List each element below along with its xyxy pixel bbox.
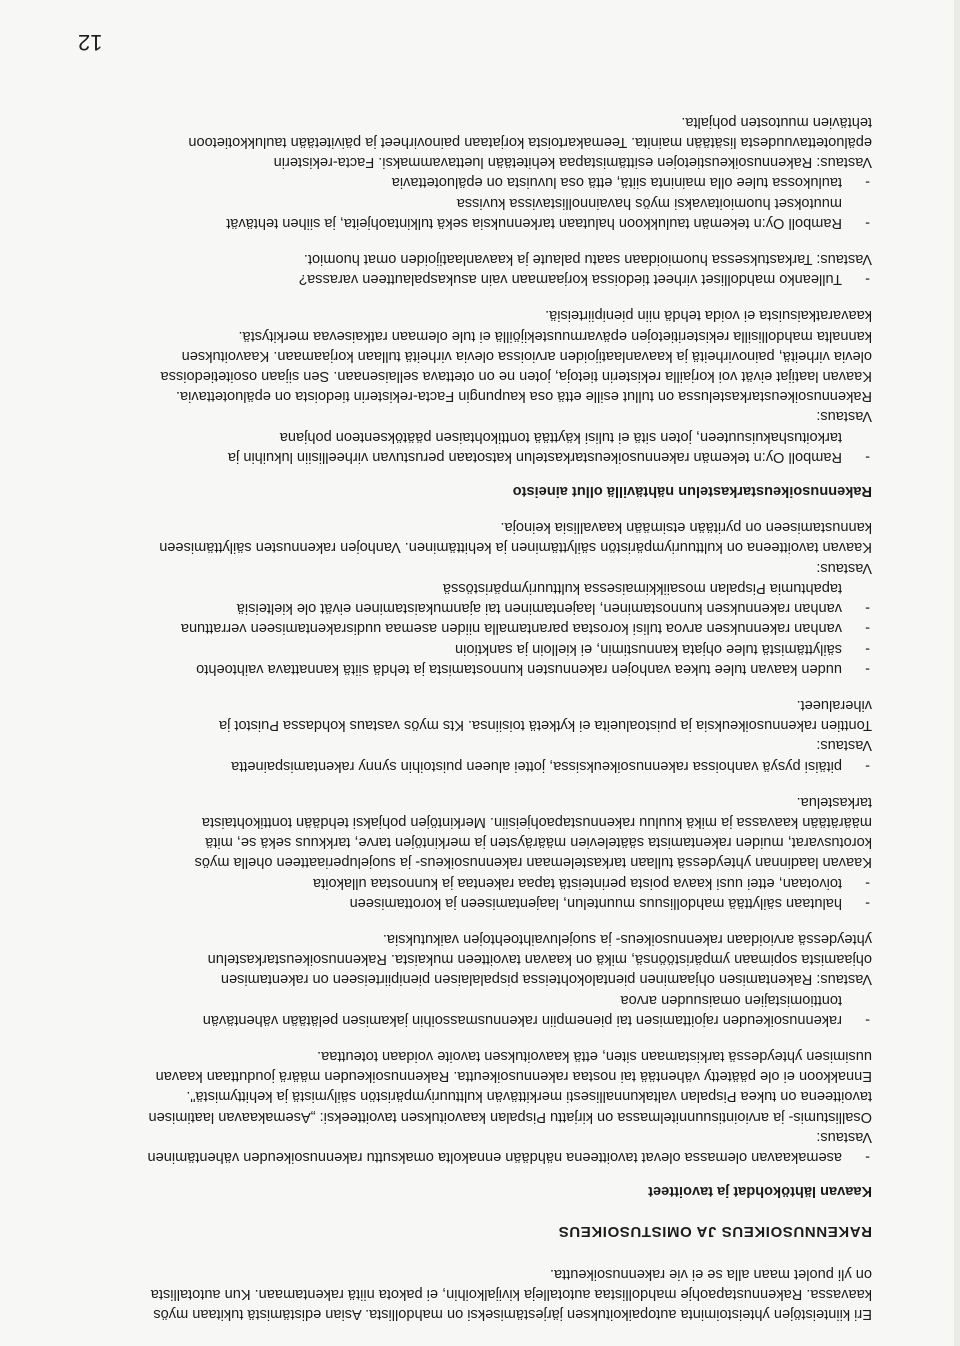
bullet-dash: -: [865, 894, 870, 911]
section-title: RAKENNUSOIKEUS JA OMISTUSOIKEUS: [558, 1223, 872, 1241]
answer-line: tavoitteena on tukea Pispalan valtakunnallisesti merkittävän kulttuuriympäristön säilymistä ja kehittymistä".: [186, 1088, 872, 1105]
bullet-item: [90, 989, 872, 1029]
page-content: [90, 96, 872, 1324]
answer-line: korotusvarat, muiden rakentamista säätelevien määräysten ja merkintöjen tarve, tarkkuus sekä se, mitä: [205, 834, 872, 851]
answer-label: Vastaus:: [816, 408, 872, 425]
scan-edge: [954, 0, 960, 1346]
text-line: on yli puolet maan alla se ei vie rakennusoikeutta.: [549, 1265, 872, 1282]
bullet-text: säilyttämistä tulee ohjata kannustimin, ei kielloin ja sanktioin: [455, 640, 842, 657]
bullet-text: tarkoitushakuisuuteen, joten sitä ei tulisi käyttää tonttikohtaisen päätöksenteon pohjana: [279, 428, 842, 445]
bullet-item: [90, 893, 872, 913]
bullet-dash: -: [865, 757, 870, 774]
bullet-text: tonttiomistajien omaisuuden arvoa: [620, 991, 842, 1008]
bullet-item: [90, 618, 872, 638]
answer-label: Vastaus:: [816, 1128, 872, 1145]
bullet-dash: -: [865, 174, 870, 191]
answer-block: [90, 249, 872, 269]
answer-line: Rakennusoikeustarkastelussa on tullut esille että osa kaupungin Facta-rekisterin tiedoista on epäluotettavia.: [175, 388, 872, 405]
bullet-item: [90, 1147, 872, 1167]
bullet-item: [90, 192, 872, 232]
bullet-text: halutaan säilyttää mahdollisuus muuntelun, laajentamiseen ja korottamiseen: [349, 894, 842, 911]
answer-line: Kaavan tavoitteena on kulttuuriympäristön säilyttäminen ja kehittäminen. Vanhojen rakennusten säilyttämiseen: [159, 539, 872, 556]
bullet-dash: -: [865, 1011, 870, 1028]
answer-line: ohjaamista sopimaan ympäristöönsä, mikä on kaavan tavoitteen mukaista. Rakennusoikeustarkastelun: [207, 951, 872, 968]
answer-block: [90, 517, 872, 578]
answer-block: [90, 792, 872, 873]
bullet-text: taulukossa tulee olla maininta siitä, että osa luvuista on epäluotettavia: [391, 174, 842, 191]
answer-block: [90, 1046, 872, 1147]
answer-line: kannustamiseen on pyritään etsimään kaavallisia keinoja.: [500, 519, 872, 536]
bullet-text: Ramboll Oy:n tekemän rakennusoikeustarkastelun katsotaan perustuvan virheellisiin lukuihin ja: [227, 448, 842, 465]
bullet-dash: -: [865, 214, 870, 231]
bullet-text: vanhan rakennuksen kunnostaminen, laajentaminen tai ajanmukaistaminen eivät ole kielteisiä: [236, 600, 842, 617]
answer-label: Vastaus:: [816, 559, 872, 576]
answer-block: [90, 305, 872, 426]
answer-line: määrätään kaavassa ja mikä kuuluu rakennustapaohjeisiin. Merkintöjen pohjaksi tehdään tonttikohtaista: [201, 813, 872, 830]
intro-paragraph: [90, 1263, 872, 1324]
subsection-title: Rakennusoikeustarkastelun nähtävillä ollut aineisto: [512, 483, 872, 500]
bullet-item: [90, 872, 872, 892]
answer-line: Osallistumis- ja arviointisuunnitelmassa on kirjattu Pispalan kaavoituksen tavoitteeksi: „Asemakaavan laatimisen: [148, 1108, 872, 1125]
bullet-text: Tulleanko mahdolliset virheet tiedoissa korjaamaan vain asukaspalautteen varassa?: [299, 271, 842, 288]
answer-line: olevia virheitä, painovirheitä ja kaavanlaatijoiden arvioissa olevia virheitä tullaan korjaamaan. Kaavoituksen: [181, 347, 872, 364]
bullet-dash: -: [865, 600, 870, 617]
answer-line: Vastaus: Tarkastuksessa huomioidaan saatu palaute ja kaavanlaatijoiden omat huomiot.: [303, 251, 872, 268]
bullet-dash: -: [865, 620, 870, 637]
bullet-dash: -: [865, 271, 870, 288]
answer-line: Tonttien rakennusoikeuksia ja puistoalueita ei kytketä toisiinsa. Kts myös vastaus kohdassa Puistot ja: [218, 717, 872, 734]
bullet-dash: -: [865, 1148, 870, 1165]
answer-line: Vastaus: Rakentamisen ohjaaminen pientalokohteissa pispalalaisen pienipiirteiseen on rakentamisen: [220, 971, 872, 988]
text-line: kaavassa. Rakennustapaohje mahdollistaa autotalleja kivijalkoihin, ei pakota niitä rakentamaan. Kun autotallista: [150, 1285, 872, 1302]
answer-line: uusimisen yhteydessä tarkistamaan siten, että kaavoituksen tavoite voidaan toteuttaa.: [317, 1047, 872, 1064]
bullet-dash: -: [865, 448, 870, 465]
bullet-dash: -: [865, 660, 870, 677]
bullet-text: pitäisi pysyä vanhoissa rakennusoikeuksissa, jottei alueen puistoihin synny rakentamispainetta: [231, 757, 842, 774]
answer-line: yhteydessä arvioidaan rakennusoikeus- ja suojeluvaihtoehtojen vaikutuksia.: [382, 930, 872, 947]
bullet-item: [90, 578, 872, 618]
answer-line: viheralueet.: [796, 696, 872, 713]
bullet-text: tapahtumia Pispalan mosaiikkimaisessa kulttuuriympäristössä: [442, 579, 842, 596]
answer-line: Vastaus: Rakennusoikeustietojen esittämistapaa kehitetään luettavammaksi. Facta-rekisterin: [273, 154, 872, 171]
bullet-item: [90, 755, 872, 775]
bullet-item: [90, 172, 872, 192]
answer-block: [90, 112, 872, 173]
answer-line: kaavaratkaisuista ei voida tehdä niin pienipiirteisiä.: [545, 307, 872, 324]
bullet-text: vanhan rakennuksen arvoa tulisi korostaa parantamalla niiden asemaa uudisrakentamiseen verrattuna: [180, 620, 842, 637]
text-line: Eri kiinteistöjen yhteistoiminta autopaikoituksen järjestämiseksi on mahdollista. Asian edistämistä tukitaan myös: [153, 1306, 872, 1322]
bullet-text: rakennusoikeuden rajoittamisen tai pienempiin rakennusmassoihin jakamisen pelätään vähentävän: [202, 1011, 842, 1028]
answer-line: epäluotettavuudesta lisätään mainita. Teemakartoista korjataan painovirheet ja päivitetään taulukkotietoon: [188, 134, 872, 151]
bullet-text: asemakaavan olemassa olevat tavoitteena nähdään ennakolta omaksuttu rakennusoikeuden vähentäminen: [147, 1148, 842, 1165]
answer-line: Kaavan laadinnan yhteydessä tullaan tarkastelemaan rakennusoikeus- ja suojeluperiaatteen ohella myös: [194, 854, 872, 871]
bullet-item: [90, 269, 872, 289]
subsection-title: Kaavan lähtökohdat ja tavoitteet: [648, 1183, 872, 1200]
answer-line: kannalta mahdollisilla rekisteritietojen epävarmuustekijöillä ei tule olemaan ratkaisevaa merkitystä.: [238, 327, 872, 344]
bullet-text: toivotaan, ettei uusi kaava poista perinteistä tapaa rakentaa ja kunnostaa ullakoita: [313, 874, 842, 891]
answer-block: [90, 929, 872, 990]
bullet-text: muutokset huomioitavaksi myös havainnollistavissa kuvissa: [456, 194, 842, 211]
bullet-item: [90, 638, 872, 658]
bullet-text: uuden kaavan tulee tukea vanhojen rakennusten kunnostamista ja tehdä siitä kannattava vaihtoehto: [196, 660, 842, 677]
answer-label: Vastaus:: [816, 737, 872, 754]
page-number: 12: [78, 30, 103, 56]
answer-line: tehtävien muutosten pohjalta.: [681, 113, 872, 130]
bullet-text: Ramboll Oy:n tekemän taulukkoon halutaan tarkennuksia sekä tulkintaohjeita, ja siihen tehtävät: [226, 214, 842, 231]
answer-block: [90, 695, 872, 756]
answer-line: Ennakkoon ei ole päätetty vähentää tai nostaa rakennusoikeutta. Rakennusoikeuden määrä jouduttaan kaavan: [155, 1068, 872, 1085]
answer-line: tarkastelua.: [796, 793, 872, 810]
bullet-item: [90, 426, 872, 466]
bullet-item: [90, 659, 872, 679]
bullet-dash: -: [865, 874, 870, 891]
answer-line: Kaavan laatijat eivät voi korjailla rekisterin tietoja, joten ne on otettava sellaisenaan. Sen sijaan osoitetiedoissa: [160, 368, 872, 385]
bullet-dash: -: [865, 640, 870, 657]
